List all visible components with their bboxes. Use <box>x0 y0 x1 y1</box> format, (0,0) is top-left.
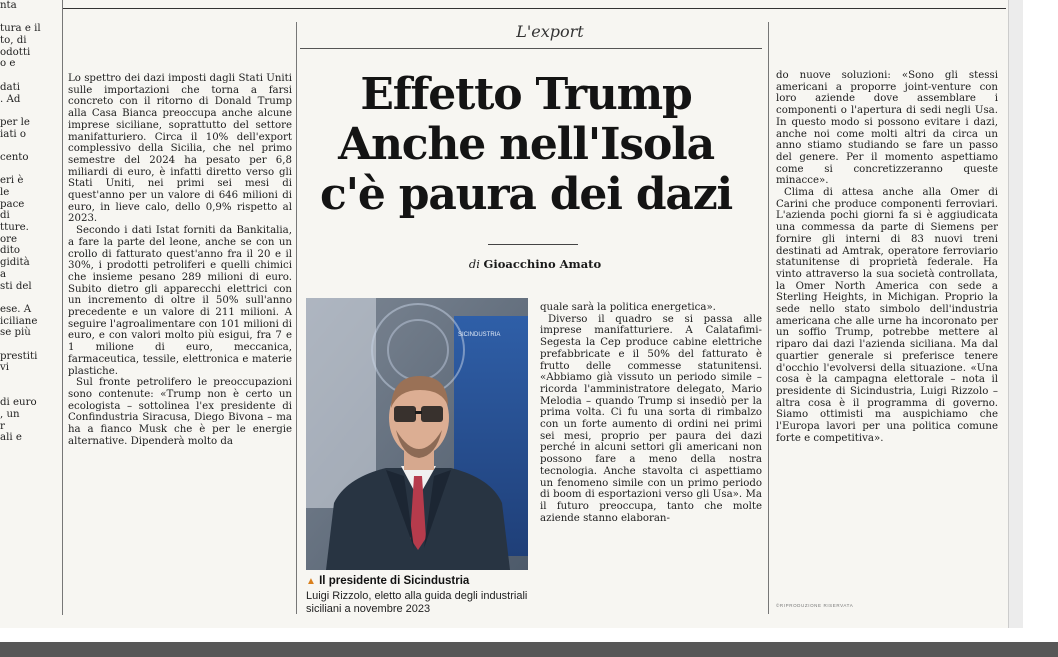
fragment-line: sti del <box>0 280 32 292</box>
section-kicker: L'export <box>516 22 584 41</box>
caption-text: Luigi Rizzolo, eletto alla guida degli industriali siciliani a novembre 2023 <box>306 590 528 615</box>
fragment-line: iciliane <box>0 315 38 327</box>
fragment-line: ese. A <box>0 303 32 315</box>
fragment-line: ali e <box>0 432 22 444</box>
fragment-line: tture. <box>0 222 29 234</box>
article-column-2 <box>540 302 762 524</box>
fragment-line: gidità <box>0 257 30 269</box>
caption-triangle-icon: ▲ <box>306 576 316 587</box>
headline-line-3: c'è paura dei dazi <box>319 169 733 220</box>
page-edge <box>1008 0 1023 628</box>
column-divider-1 <box>296 22 297 614</box>
caption-title <box>306 575 532 587</box>
article-column-3 <box>776 70 998 445</box>
caption-title-text: Il presidente di Sicindustria <box>319 575 470 587</box>
column1-paragraph: Sul fronte petrolifero le preoccupazioni sono contenute: «Trump non è certo un ecologista – sottolinea l'ex presidente di Confindustria Siracusa, Diego Bivona – ma ha a fianco Musk che è per le energie alternative. Dipenderà molto da <box>68 377 292 447</box>
fragment-line: tura e il <box>0 23 41 35</box>
column-divider-3 <box>768 22 769 614</box>
fragment-line <box>0 386 58 398</box>
portrait-photo <box>306 298 528 570</box>
fragment-line <box>0 292 58 304</box>
bottom-bar <box>0 642 1058 657</box>
top-rule <box>62 8 1006 9</box>
fragment-line: iati o <box>0 128 27 140</box>
column2-paragraph: quale sarà la politica energetica». <box>540 302 716 313</box>
fragment-line: eri è <box>0 175 24 187</box>
fragment-line: cento <box>0 151 29 163</box>
headline-line-2: Anche nell'Isola <box>338 119 714 170</box>
fragment-line <box>0 70 58 82</box>
fragment-line: pace <box>0 198 25 210</box>
byline-rule <box>488 244 578 245</box>
fragment-line: per le <box>0 116 30 128</box>
column-divider-left <box>62 0 63 615</box>
byline <box>420 257 650 271</box>
backdrop-text: SICINDUSTRIA <box>458 332 501 338</box>
fragment-line: dito <box>0 245 21 257</box>
fragment-line: o e <box>0 58 16 70</box>
fragment-line: le <box>0 187 10 198</box>
portrait-illustration <box>306 298 528 570</box>
article-column-1 <box>68 73 292 448</box>
column3-paragraph: do nuove soluzioni: «Sono gli stessi americani a proporre joint-venture con loro aziende dove assemblare i componenti o l'apertura di sedi negli Usa. In questo modo si possono evitare i dazi, anche noi come molti altri da circa un anno stiamo studiando se fare un passo del genere. Per il momento aspettiamo come si concretizzeranno queste minacce». <box>776 70 998 187</box>
byline-author: Gioacchino Amato <box>483 257 602 271</box>
fragment-line: di euro <box>0 397 37 409</box>
fragment-line: . Ad <box>0 93 21 105</box>
fragment-line: prestiti <box>0 350 38 362</box>
fragment-line: ore <box>0 233 18 245</box>
fragment-line: odotti <box>0 46 31 58</box>
adjacent-article-column <box>0 0 58 615</box>
fragment-line: , un <box>0 409 20 421</box>
fragment-line <box>0 374 58 386</box>
fragment-line <box>0 164 58 176</box>
fragment-line <box>0 105 58 117</box>
headline-line-1: Effetto Trump <box>360 69 692 120</box>
copyright-note: ©RIPRODUZIONE RISERVATA <box>776 603 854 608</box>
byline-prefix: di <box>468 257 480 271</box>
headline <box>306 70 746 220</box>
fragment-line <box>0 339 58 351</box>
fragment-line: r <box>0 420 5 432</box>
fragment-line: nta <box>0 0 17 11</box>
column1-paragraph: Lo spettro dei dazi imposti dagli Stati Uniti sulle importazioni che torna a farsi concreto con il ritorno di Donald Trump alla Casa Bianca preoccupa anche alcune imprese siciliane, soprattutto del settore manifatturiero. Circa il 10% dell'export complessivo della Sicilia, che nel primo semestre del 2024 ha pesato per 6,8 miliardi di euro, è infatti diretto verso gli Stati Uniti, nei primi sei mesi di quest'anno per un valore di 646 milioni di euro, in lieve calo, dello 0,9% rispetto al 2023. <box>68 73 292 225</box>
fragment-line: di <box>0 210 10 222</box>
fragment-line <box>0 12 58 24</box>
kicker-rule <box>300 48 762 49</box>
column2-paragraph: Diverso il quadro se si passa alle imprese manifatturiere. A Calatafimi-Segesta la Cep produce cabine elettriche prefabbricate e il 50% del fatturato è frutto delle commesse statunitensi. «Abbiamo già vissuto un periodo simile – ricorda l'amministratore delegato, Mario Melodia – quando Trump si insediò per la prima volta. Ci fu una sorta di rimbalzo con un forte aumento di ordini nei primi sei mesi, proprio per paura dei dazi perché in alcuni settori gli americani non possono fare a meno della nostra tecnologia. Anche stavolta ci aspettiamo un fenomeno simile con un primo periodo di boom di esportazioni verso gli Usa». Ma il futuro preoccupa, tanto che molte aziende stanno elaboran- <box>540 313 762 524</box>
fragment-line: to, di <box>0 35 27 47</box>
column1-paragraph: Secondo i dati Istat forniti da Bankitalia, a fare la parte del leone, anche se con un crollo di fatturato quest'anno fra il 20 e il 30%, i prodotti petroliferi e quelli chimici che insieme pesano 289 milioni di euro. Subito dietro gli apparecchi elettrici con un incremento di oltre il 50% sull'anno precedente e un valore di 211 milioni. A seguire l'agroalimentare con 101 milioni di euro, e con valori molto più esigui, fra 7 e 1 milione di euro, meccanica, farmaceutica, tessile, elettronica e materie plastiche. <box>68 225 292 377</box>
fragment-line: se più <box>0 327 31 339</box>
fragment-line: a <box>0 268 7 280</box>
fragment-line: dati <box>0 81 20 93</box>
fragment-line <box>0 140 58 152</box>
fragment-line: vi <box>0 362 10 374</box>
column3-paragraph: Clima di attesa anche alla Omer di Carini che produce componenti ferroviari. L'azienda pochi giorni fa si è aggiudicata una commessa da parte di Siemens per fornire gli interni di 83 nuovi treni destinati ad Amtrak, operatore ferroviario statunitense di proprietà federale. Ha vinto attraverso la sua società controllata, la Omer North America con sede a Sterling Heights, in Michigan. Proprio la sede nello stato simbolo dell'industria americana che alle urne ha incoronato per un soffio Trump, potrebbe mettere al riparo dai dazi l'azienda siciliana. Ma dal quartier generale si preferisce tenere d'occhio l'evolversi della situazione. «Una cosa è la campagna elettorale – nota il presidente di Sicindustria, Luigi Rizzolo – altra cosa è il programma di governo. Siamo ottimisti ma auspichiamo che l'Europa lavori per una politica comune forte e competitiva». <box>776 187 998 444</box>
